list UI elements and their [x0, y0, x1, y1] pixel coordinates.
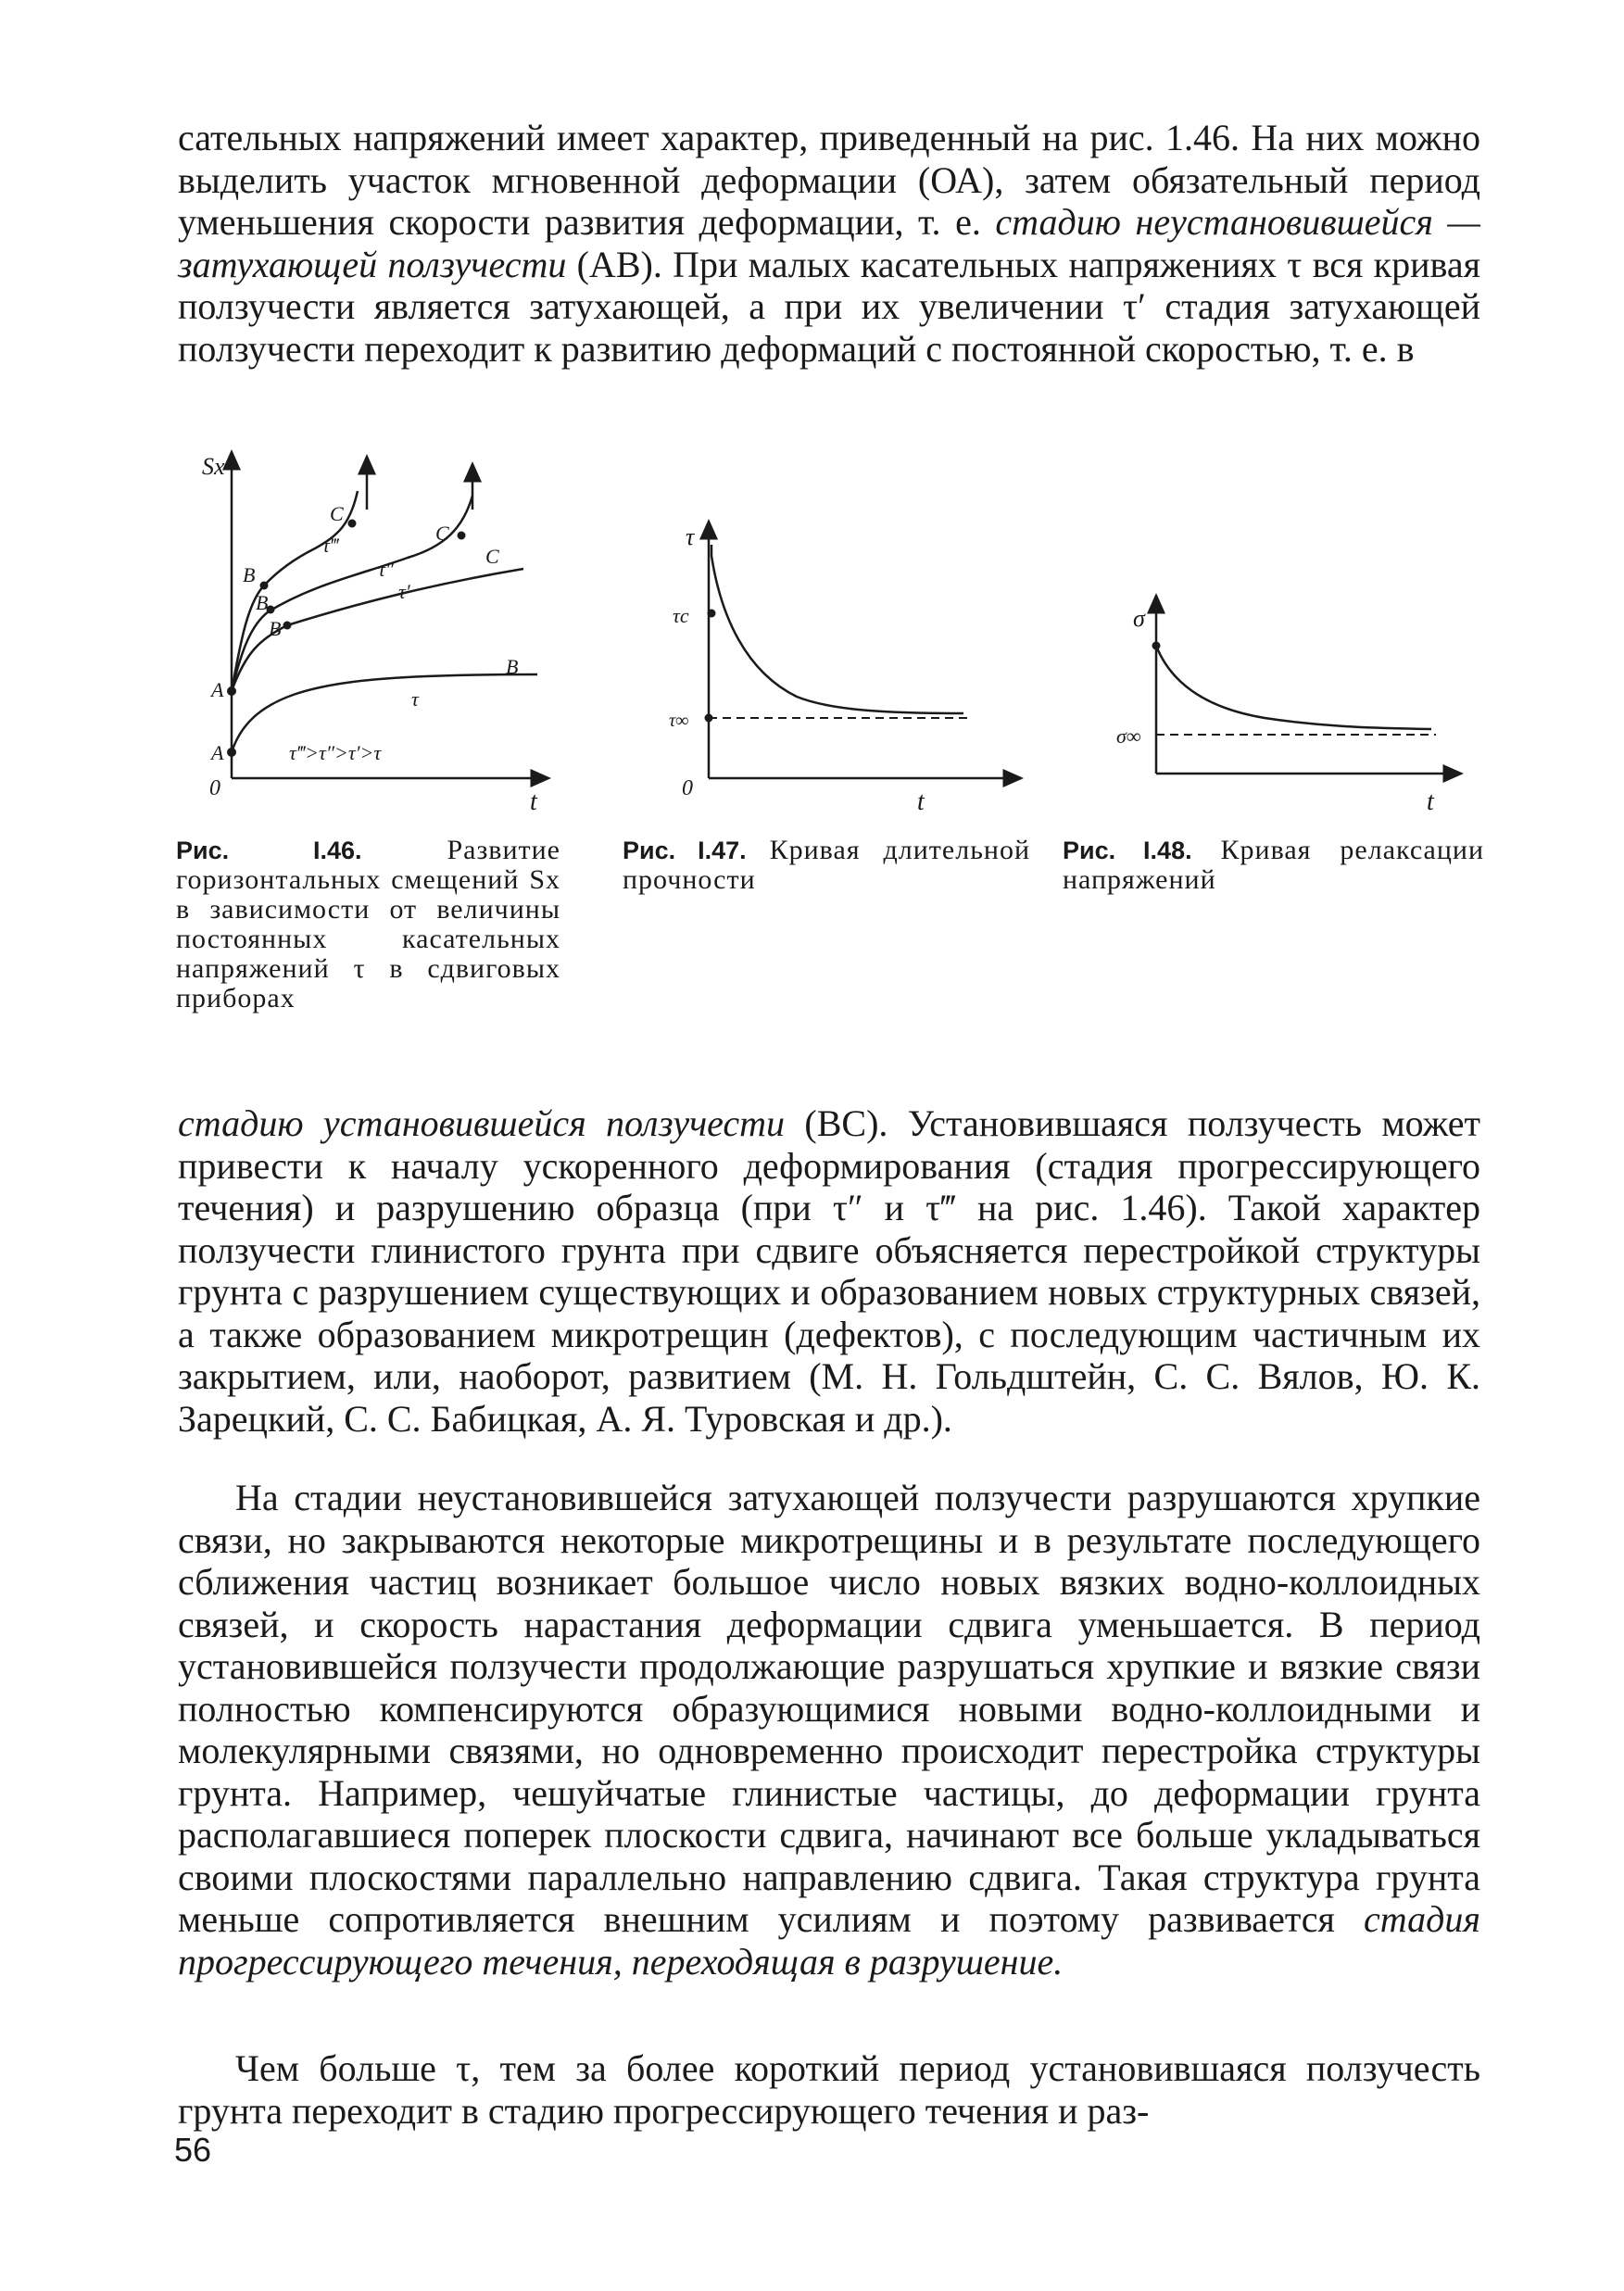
paragraph-1-emphasis: стадию неустановившейся — затухающей ползучести	[178, 201, 1480, 285]
label-a-lower: A	[211, 741, 224, 764]
figure-1-46	[176, 454, 565, 1084]
paragraph-3-emphasis: стадия прогрессирующего течения, переходящая в разрушение.	[178, 1898, 1480, 1983]
paragraph-2-body: (ВС). Установившаяся ползучесть может привести к началу ускоренного деформирования (стадия прогрессирующего течения) и разрушению образца (при τ″ и τ‴ на рис. 1.46). Такой характер ползучести глинистого грунта при сдвиге объясняется перестройкой структуры грунта с разрушением существующих и образованием новых структурных связей, а также образованием микротрещин (дефектов), с последующим частичным их закрытием, или, наоборот, развитием (М. Н. Гольдштейн, С. С. Вялов, Ю. К. Зарецкий, С. С. Бабицкая, А. Я. Туровская и др.).	[178, 1102, 1480, 1440]
paragraph-1	[178, 117, 1480, 370]
paragraph-1-part-1: сательных напряжений имеет характер, приведенный на рис. 1.46. На них можно выделить участок мгновенной деформации (ОА), затем обязательный период уменьшения скорости развития деформации, т. е.	[178, 117, 1480, 243]
figures-row	[176, 454, 1492, 1084]
figure-number: Рис. I.47.	[623, 837, 747, 864]
y-axis-label: σ	[1133, 605, 1145, 632]
label-c-1: C	[330, 502, 344, 525]
caption-1-48	[1063, 836, 1484, 895]
curve-tau	[232, 674, 537, 752]
caption-1-47	[623, 836, 1030, 895]
x-axis-label: t	[1427, 787, 1434, 816]
stress-relaxation-diagram	[1061, 454, 1487, 825]
x-axis-label: t	[530, 787, 537, 816]
figure-caption: Кривая длительной прочности	[623, 835, 1030, 895]
paragraph-1-part-2: (АВ). При малых касательных напряжениях τ вся кривая ползучести является затухающей, а при их увеличении τ′ стадия затухающей ползучести переходит к развитию деформаций с постоянной скоростью, т. е. в	[178, 243, 1480, 370]
creep-curves-diagram	[176, 454, 565, 825]
y-axis-label: τ	[686, 523, 695, 550]
point-c-2	[458, 532, 466, 540]
strength-curve	[711, 545, 963, 713]
label-tau-double: τ″	[378, 558, 395, 581]
label-b-4: B	[506, 655, 519, 678]
paragraph-2-emphasis: стадию установившейся ползучести	[178, 1102, 786, 1144]
paragraph-4	[178, 2047, 1480, 2132]
label-a-upper: A	[211, 678, 224, 701]
tau-inf-label: τ∞	[669, 711, 689, 731]
tau-c-label: τc	[673, 604, 689, 627]
point-sigma-0	[1152, 642, 1161, 650]
paragraph-3	[178, 1477, 1480, 1983]
label-tau: τ	[411, 687, 419, 711]
x-axis-label: t	[917, 787, 925, 816]
point-b-1	[260, 582, 269, 590]
sigma-inf-label: σ∞	[1116, 724, 1141, 748]
paragraph-4-body: Чем больше τ, тем за более короткий период установившаяся ползучесть грунта переходит в стадию прогрессирующего течения и раз-	[178, 2047, 1480, 2132]
paragraph-2	[178, 1102, 1480, 1440]
figure-caption: Кривая релаксации напряжений	[1063, 835, 1484, 895]
label-b-3: B	[269, 617, 282, 640]
label-tau-prime: τ′	[398, 580, 410, 603]
origin-label: 0	[682, 776, 693, 800]
figure-caption: Развитие горизонтальных смещений Sx в зависимости от величины постоянных касательных напряжений τ в сдвиговых приборах	[176, 835, 560, 1013]
long-term-strength-diagram	[621, 454, 1028, 825]
figure-number: Рис. I.46.	[176, 837, 362, 864]
relaxation-curve	[1156, 646, 1431, 729]
figure-1-47	[621, 454, 1028, 1084]
label-c-2: C	[435, 522, 449, 545]
origin-label: 0	[209, 776, 220, 800]
page-number: 56	[174, 2131, 212, 2169]
label-b-1: B	[243, 563, 256, 586]
point-a-lower	[227, 748, 236, 757]
label-tau-triple: τ‴	[322, 534, 339, 557]
label-c-3: C	[485, 545, 499, 568]
point-b-3	[283, 622, 292, 630]
label-b-2: B	[256, 591, 269, 614]
figure-number: Рис. I.48.	[1063, 837, 1192, 864]
point-tau-c	[708, 610, 716, 618]
point-c-1	[348, 520, 357, 528]
point-a-upper	[227, 686, 236, 696]
y-axis-label: Sx	[202, 453, 225, 480]
point-tau-inf	[705, 714, 713, 723]
figure-1-48	[1061, 454, 1487, 1084]
caption-1-46	[176, 836, 560, 1013]
relation-label: τ‴>τ″>τ′>τ	[289, 741, 382, 764]
paragraph-3-body: На стадии неустановившейся затухающей ползучести разрушаются хрупкие связи, но закрываются некоторые микротрещины и в результате последующего сближения частиц возникает большое число новых вязких водно-коллоидных связей, и скорость нарастания деформации сдвига уменьшается. В период установившейся ползучести продолжающие разрушаться хрупкие и вязкие связи полностью компенсируются образующимися новыми водно-коллоидными и молекулярными связями, но одновременно происходит перестройка структуры грунта. Например, чешуйчатые глинистые частицы, до деформации грунта располагавшиеся поперек плоскости сдвига, начинают все больше укладываться своими плоскостями параллельно направлению сдвига. Такая структура грунта меньше сопротивляется внешним усилиям и поэтому развивается	[178, 1477, 1480, 1940]
